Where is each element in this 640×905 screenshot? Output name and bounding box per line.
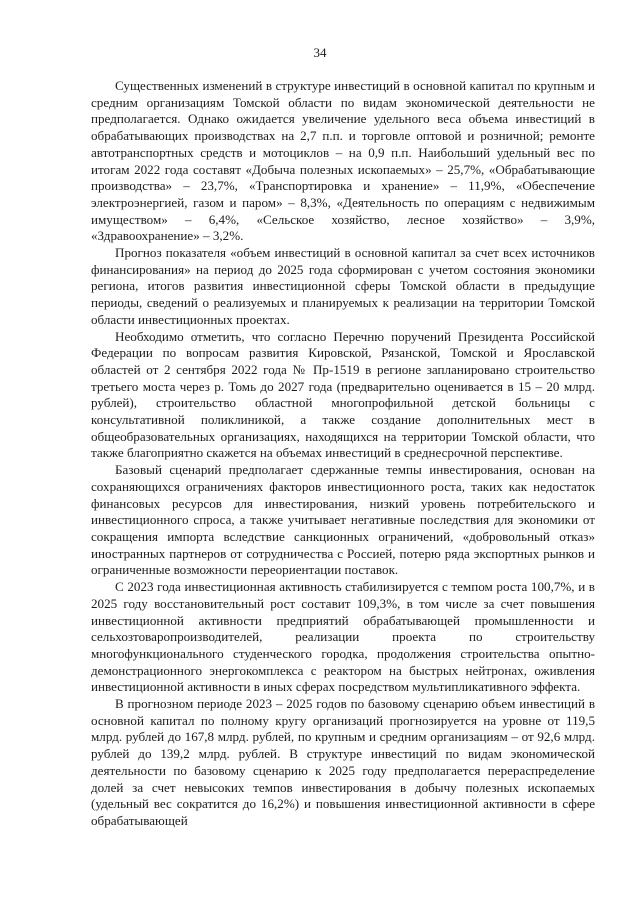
paragraph-3: Необходимо отметить, что согласно Перечню поручений Президента Российской Федерации по вопросам развития Кировской, Рязанской, Томской и Ярославской областей от 2 сентября 2022 года № Пр-1519 в регионе запланировано строительство третьего моста через р. Томь до 2027 года (предварительно оценивается в 15 – 20 млрд. рублей), строительство областной многопрофильной детской больницы с консультативной поликлиникой, а также создание дополнительных мест в общеобразовательных организациях, находящихся на территории Томской области, что также благоприятно скажется на объемах инвестиций в среднесрочной перспективе.	[91, 328, 595, 461]
body-text	[91, 78, 595, 830]
paragraph-1: Существенных изменений в структуре инвестиций в основной капитал по крупным и средним организациям Томской области по видам экономической деятельности не предполагается. Однако ожидается увеличение удельного веса объема инвестиций в обрабатывающих производствах на 2,7 п.п. и торговле оптовой и розничной; ремонте автотранспортных средств и мотоциклов – на 0,9 п.п. Наибольший удельный вес по итогам 2022 года составят «Добыча полезных ископаемых» – 25,7%, «Обрабатывающие производства» – 23,7%, «Транспортировка и хранение» – 11,9%, «Обеспечение электроэнергией, газом и паром» – 8,3%, «Деятельность по операциям с недвижимым имуществом» – 6,4%, «Сельское хозяйство, лесное хозяйство» – 3,9%, «Здравоохранение» – 3,2%.	[91, 78, 595, 244]
paragraph-5: С 2023 года инвестиционная активность стабилизируется с темпом роста 100,7%, и в 2025 году восстановительный рост составит 109,3%, в том числе за счет повышения инвестиционной активности предприятий обрабатывающей промышленности и сельхозтоваропроизводителей, реализации проекта по строительству многофункционального студенческого городка, продолжения строительства опытно-демонстрационного энергокомплекса с реактором на быстрых нейтронах, оживления инвестиционной активности в иных сферах посредством мультипликативного эффекта.	[91, 579, 595, 695]
paragraph-2: Прогноз показателя «объем инвестиций в основной капитал за счет всех источников финансирования» на период до 2025 года сформирован с учетом состояния экономики региона, итогов развития инвестиционной сферы Томской области в предыдущие периоды, сведений о реализуемых и планируемых к реализации на территории Томской области инвестиционных проектах.	[91, 245, 595, 327]
page-number: 34	[313, 45, 327, 60]
paragraph-4: Базовый сценарий предполагает сдержанные темпы инвестирования, основан на сохраняющихся ограничениях факторов инвестиционного роста, таких как недостаток финансовых ресурсов для инвестирования, низкий уровень потребительского и инвестиционного спроса, а также учитывает негативные последствия для экономики от сокращения импорта вследствие санкционных ограничений, «добровольный отказ» иностранных партнеров от сотрудничества с Россией, потерю ряда экспортных рынков и ограниченные возможности переориентации поставок.	[91, 462, 595, 578]
paragraph-6: В прогнозном периоде 2023 – 2025 годов по базовому сценарию объем инвестиций в основной капитал по полному кругу организаций прогнозируется на уровне от 119,5 млрд. рублей до 167,8 млрд. рублей, по крупным и средним организациям – от 92,6 млрд. рублей до 139,2 млрд. рублей. В структуре инвестиций по видам экономической деятельности по базовому сценарию к 2025 году предполагается перераспределение долей за счет невысоких темпов инвестирования в добычу полезных ископаемых (удельный вес сократится до 16,2%) и повышения инвестиционной активности в сфере обрабатывающей	[91, 696, 595, 828]
